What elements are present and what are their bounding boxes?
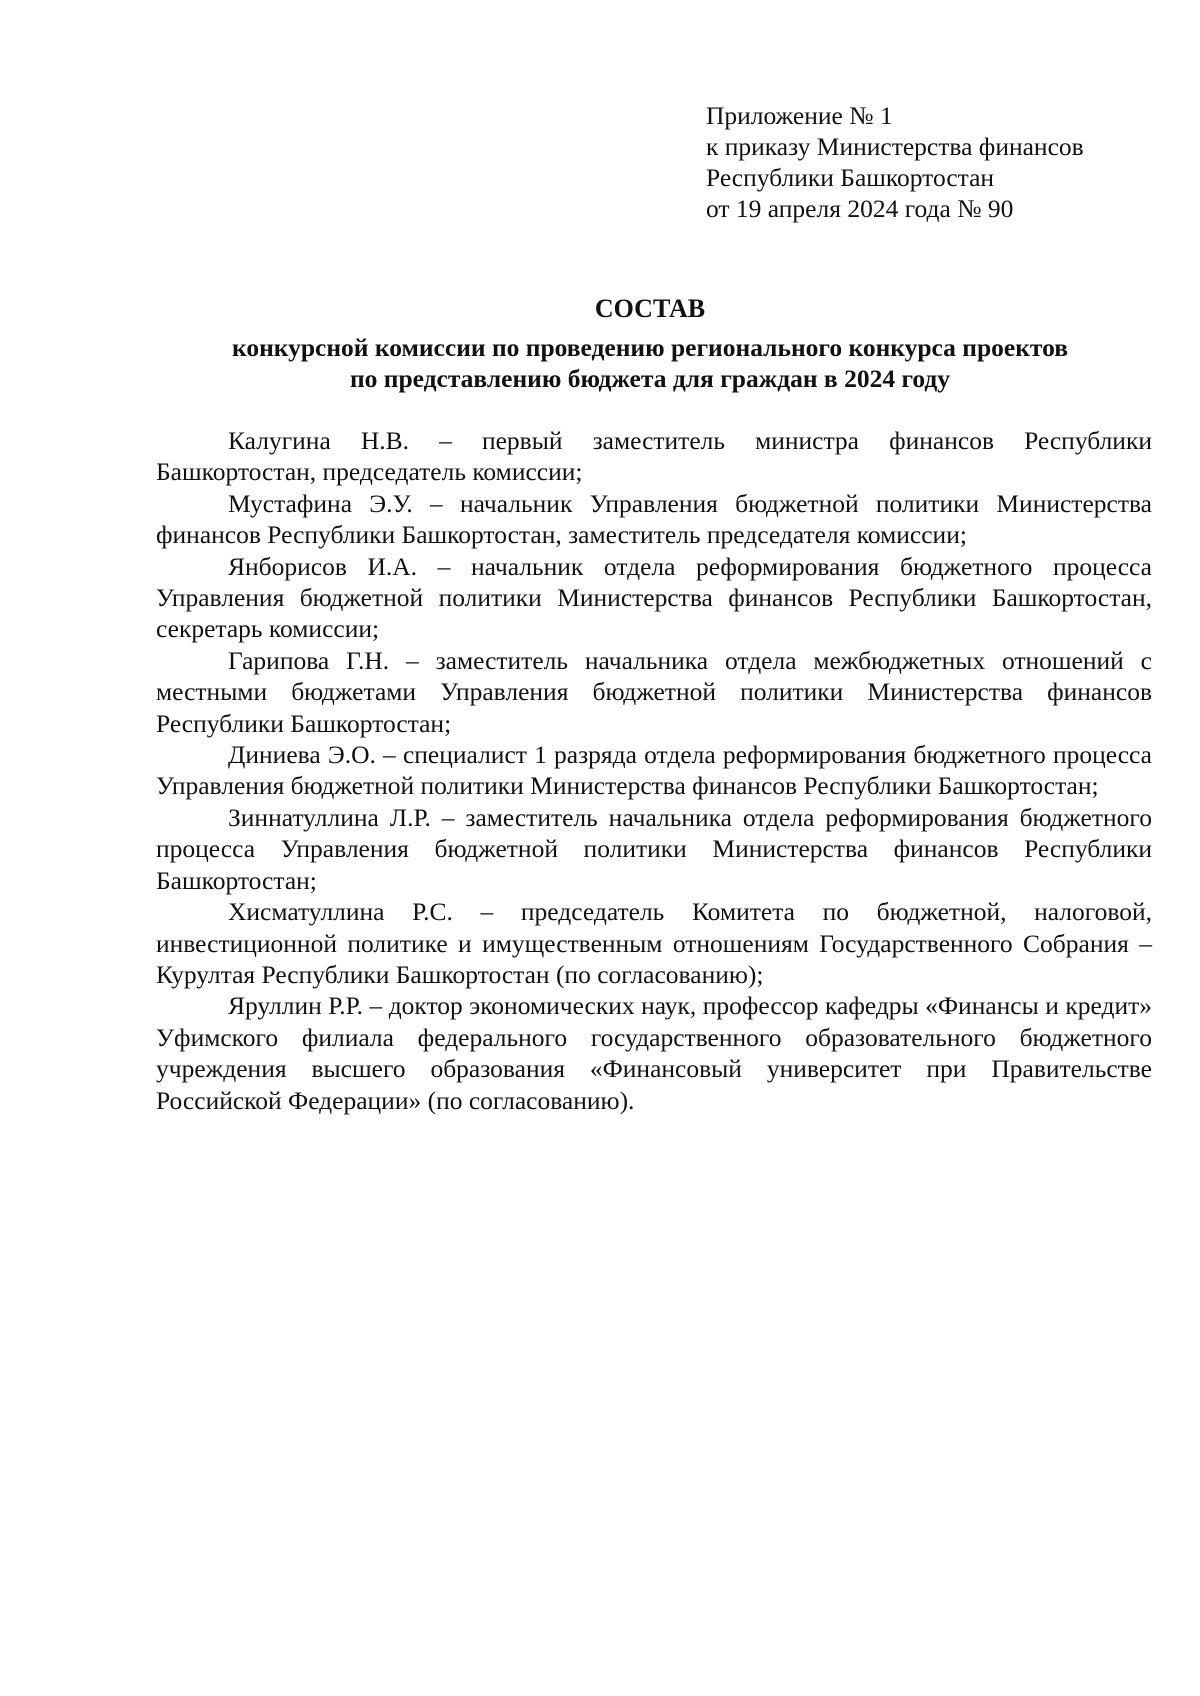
member-entry-dinieva: Диниева Э.О. – специалист 1 разряда отдела реформирования бюджетного процесса Управления бюджетной политики Министерства финансов Республики Башкортостан; (156, 740, 1152, 801)
member-entry-garipova: Гарипова Г.Н. – заместитель начальника отдела межбюджетных отношений с местными бюджетами Управления бюджетной политики Министерства финансов Республики Башкортостан; (156, 645, 1152, 738)
document-subtitle (150, 332, 1150, 394)
appendix-date: от 19 апреля 2024 года № 90 (706, 194, 1014, 223)
document-title: СОСТАВ (594, 294, 706, 323)
subtitle-line-2: по представлению бюджета для граждан в 2024 году (349, 364, 951, 393)
appendix-number: Приложение № 1 (706, 101, 893, 130)
appendix-reference (706, 100, 1084, 224)
member-entry-mustafina: Мустафина Э.У. – начальник Управления бюджетной политики Министерства финансов Республики Башкортостан, заместитель председателя комиссии; (156, 488, 1152, 550)
member-entry-zinnatullina: Зиннатуллина Л.Р. – заместитель начальника отдела реформирования бюджетного процесса Управления бюджетной политики Министерства финансов Республики Башкортостан; (156, 802, 1152, 895)
appendix-republic: Республики Башкортостан (706, 163, 995, 192)
subtitle-line-1: конкурсной комиссии по проведению регионального конкурса проектов (231, 333, 1068, 362)
member-entry-kalugina: Калугина Н.В. – первый заместитель министра финансов Республики Башкортостан, председатель комиссии; (156, 426, 1152, 487)
member-entry-khismatullina: Хисматуллина Р.С. – председатель Комитета по бюджетной, налоговой, инвестиционной политике и имущественным отношениям Государственного Собрания – Курултая Республики Башкортостан (по согласованию); (156, 897, 1152, 989)
commission-member-list (156, 425, 1152, 1116)
member-entry-yarullin: Яруллин Р.Р. – доктор экономических наук, профессор кафедры «Финансы и кредит» Уфимского филиала федерального государственного образовательного бюджетного учреждения высшего образования «Финансовый университет при Правительстве Российской Федерации» (по согласованию). (156, 991, 1152, 1115)
member-entry-yanborisov: Янборисов И.А. – начальник отдела реформирования бюджетного процесса Управления бюджетной политики Министерства финансов Республики Башкортостан, секретарь комиссии; (156, 551, 1152, 644)
appendix-order-ref: к приказу Министерства финансов (706, 132, 1084, 161)
